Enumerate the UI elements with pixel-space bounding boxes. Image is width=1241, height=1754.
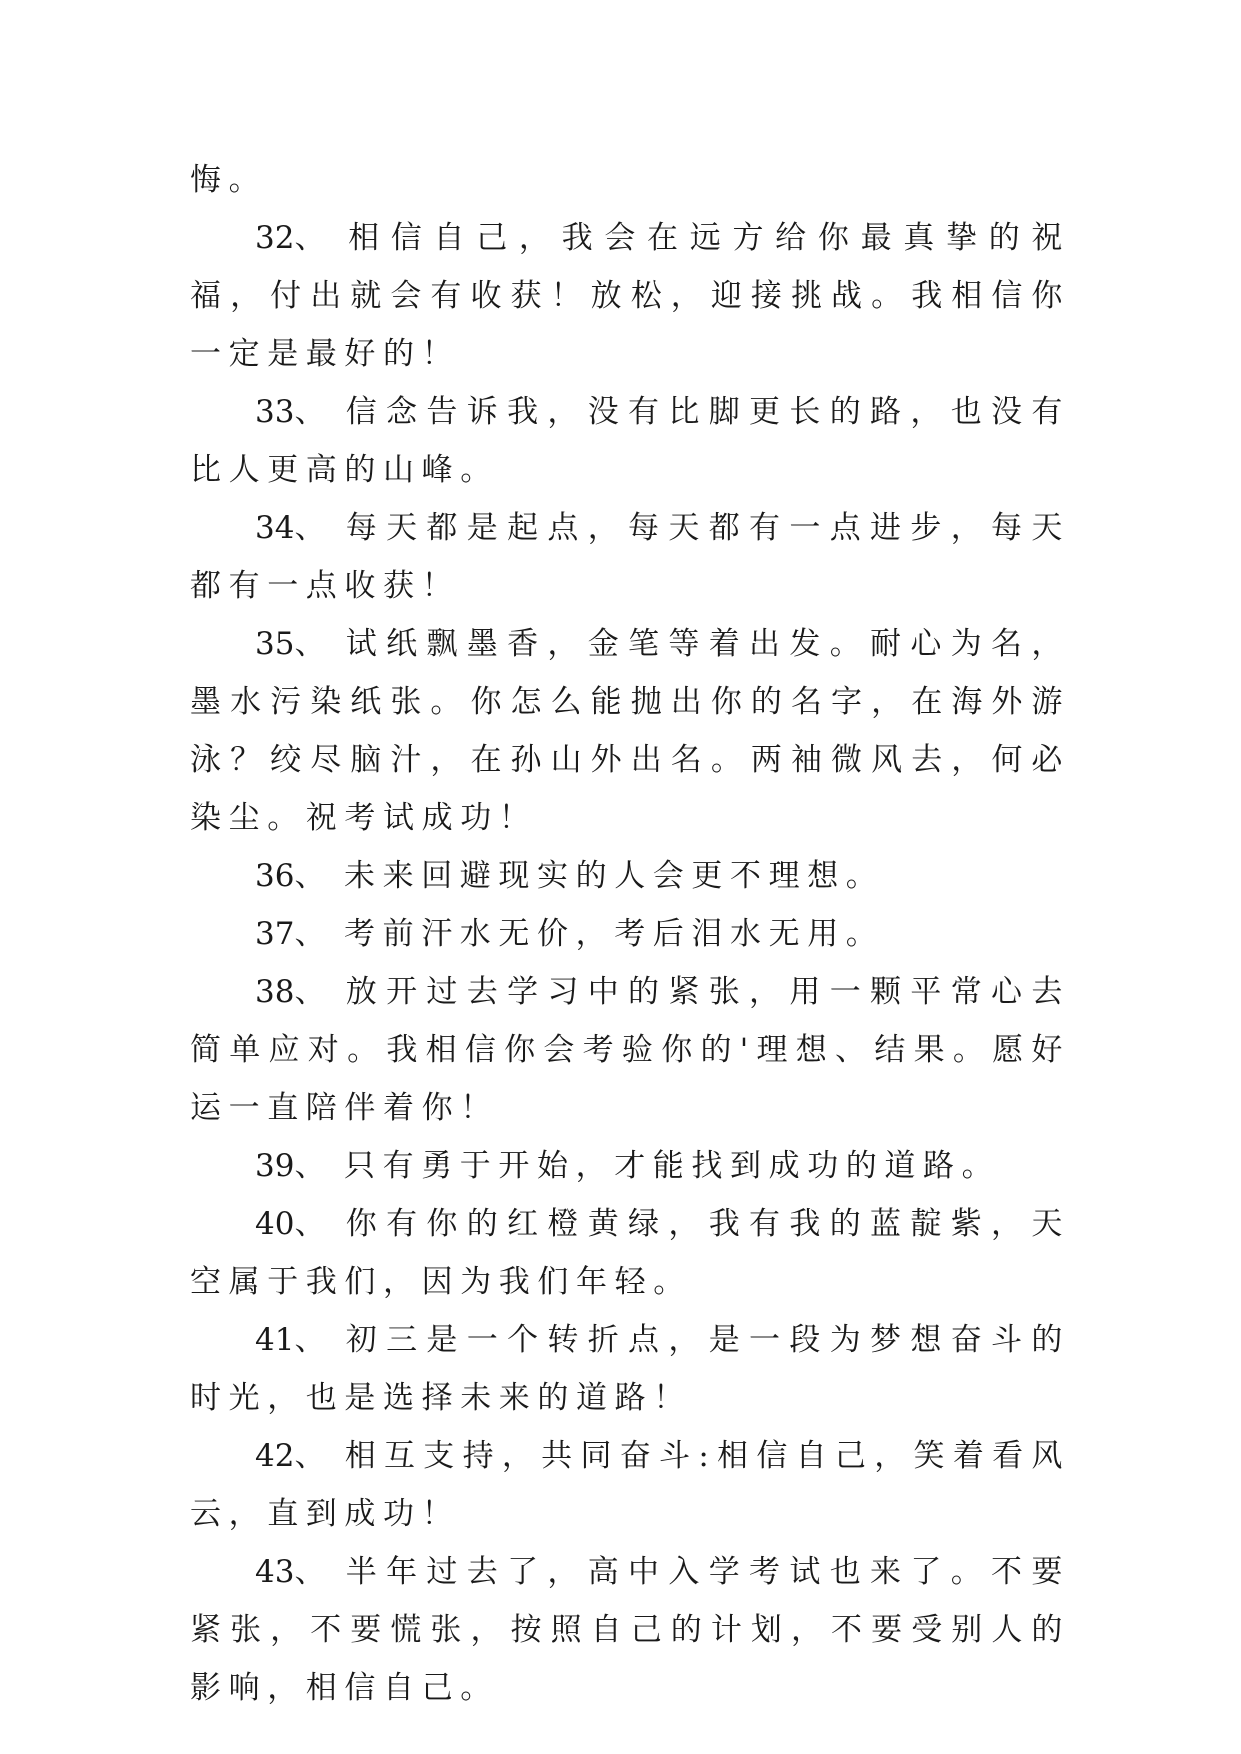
list-item xyxy=(190,499,1070,615)
item-number: 32、 xyxy=(255,220,326,256)
item-number: 34、 xyxy=(255,510,326,546)
list-item xyxy=(190,847,1070,905)
item-text: 你有你的红橙黄绿，我有我的蓝靛紫，天空属于我们，因为我们年轻。 xyxy=(190,1206,1070,1300)
item-number: 42、 xyxy=(255,1438,326,1474)
item-text: 每天都是起点，每天都有一点进步，每天都有一点收获！ xyxy=(190,510,1070,604)
list-item xyxy=(190,209,1070,383)
item-text: 只有勇于开始，才能找到成功的道路。 xyxy=(344,1148,1001,1184)
item-number: 40、 xyxy=(255,1206,326,1242)
lead-fragment xyxy=(190,151,1070,209)
item-text: 相互支持，共同奋斗:相信自己，笑着看风云，直到成功！ xyxy=(190,1438,1070,1532)
item-text: 相信自己，我会在远方给你最真挚的祝福，付出就会有收获！放松，迎接挑战。我相信你一定是最好的！ xyxy=(190,220,1070,372)
item-number: 36、 xyxy=(255,858,326,894)
list-item xyxy=(190,1543,1070,1717)
item-text: 放开过去学习中的紧张，用一颗平常心去简单应对。我相信你会考验你的'理想、结果。愿好运一直陪伴着你！ xyxy=(190,974,1070,1126)
item-number: 37、 xyxy=(255,916,326,952)
list-item xyxy=(190,615,1070,847)
list-item xyxy=(190,1195,1070,1311)
item-text: 半年过去了，高中入学考试也来了。不要紧张，不要慌张，按照自己的计划，不要受别人的影响，相信自己。 xyxy=(190,1554,1070,1706)
list-item xyxy=(190,383,1070,499)
list-item xyxy=(190,963,1070,1137)
item-text: 信念告诉我，没有比脚更长的路，也没有比人更高的山峰。 xyxy=(190,394,1070,488)
list-item xyxy=(190,1427,1070,1543)
item-number: 33、 xyxy=(255,394,326,430)
list-item xyxy=(190,1311,1070,1427)
list-item xyxy=(190,1137,1070,1195)
lead-fragment-text: 悔。 xyxy=(190,162,268,198)
item-text: 初三是一个转折点，是一段为梦想奋斗的时光，也是选择未来的道路！ xyxy=(190,1322,1070,1416)
item-number: 35、 xyxy=(255,626,326,662)
document-body xyxy=(190,151,1070,1717)
item-number: 43、 xyxy=(255,1554,326,1590)
item-text: 未来回避现实的人会更不理想。 xyxy=(344,858,885,894)
list-item xyxy=(190,905,1070,963)
item-number: 39、 xyxy=(255,1148,326,1184)
item-number: 38、 xyxy=(255,974,326,1010)
item-text: 试纸飘墨香，金笔等着出发。耐心为名，墨水污染纸张。你怎么能抛出你的名字，在海外游泳？绞尽脑汁，在孙山外出名。两袖微风去，何必染尘。祝考试成功！ xyxy=(190,626,1070,836)
item-text: 考前汗水无价，考后泪水无用。 xyxy=(344,916,885,952)
item-number: 41、 xyxy=(255,1322,326,1358)
